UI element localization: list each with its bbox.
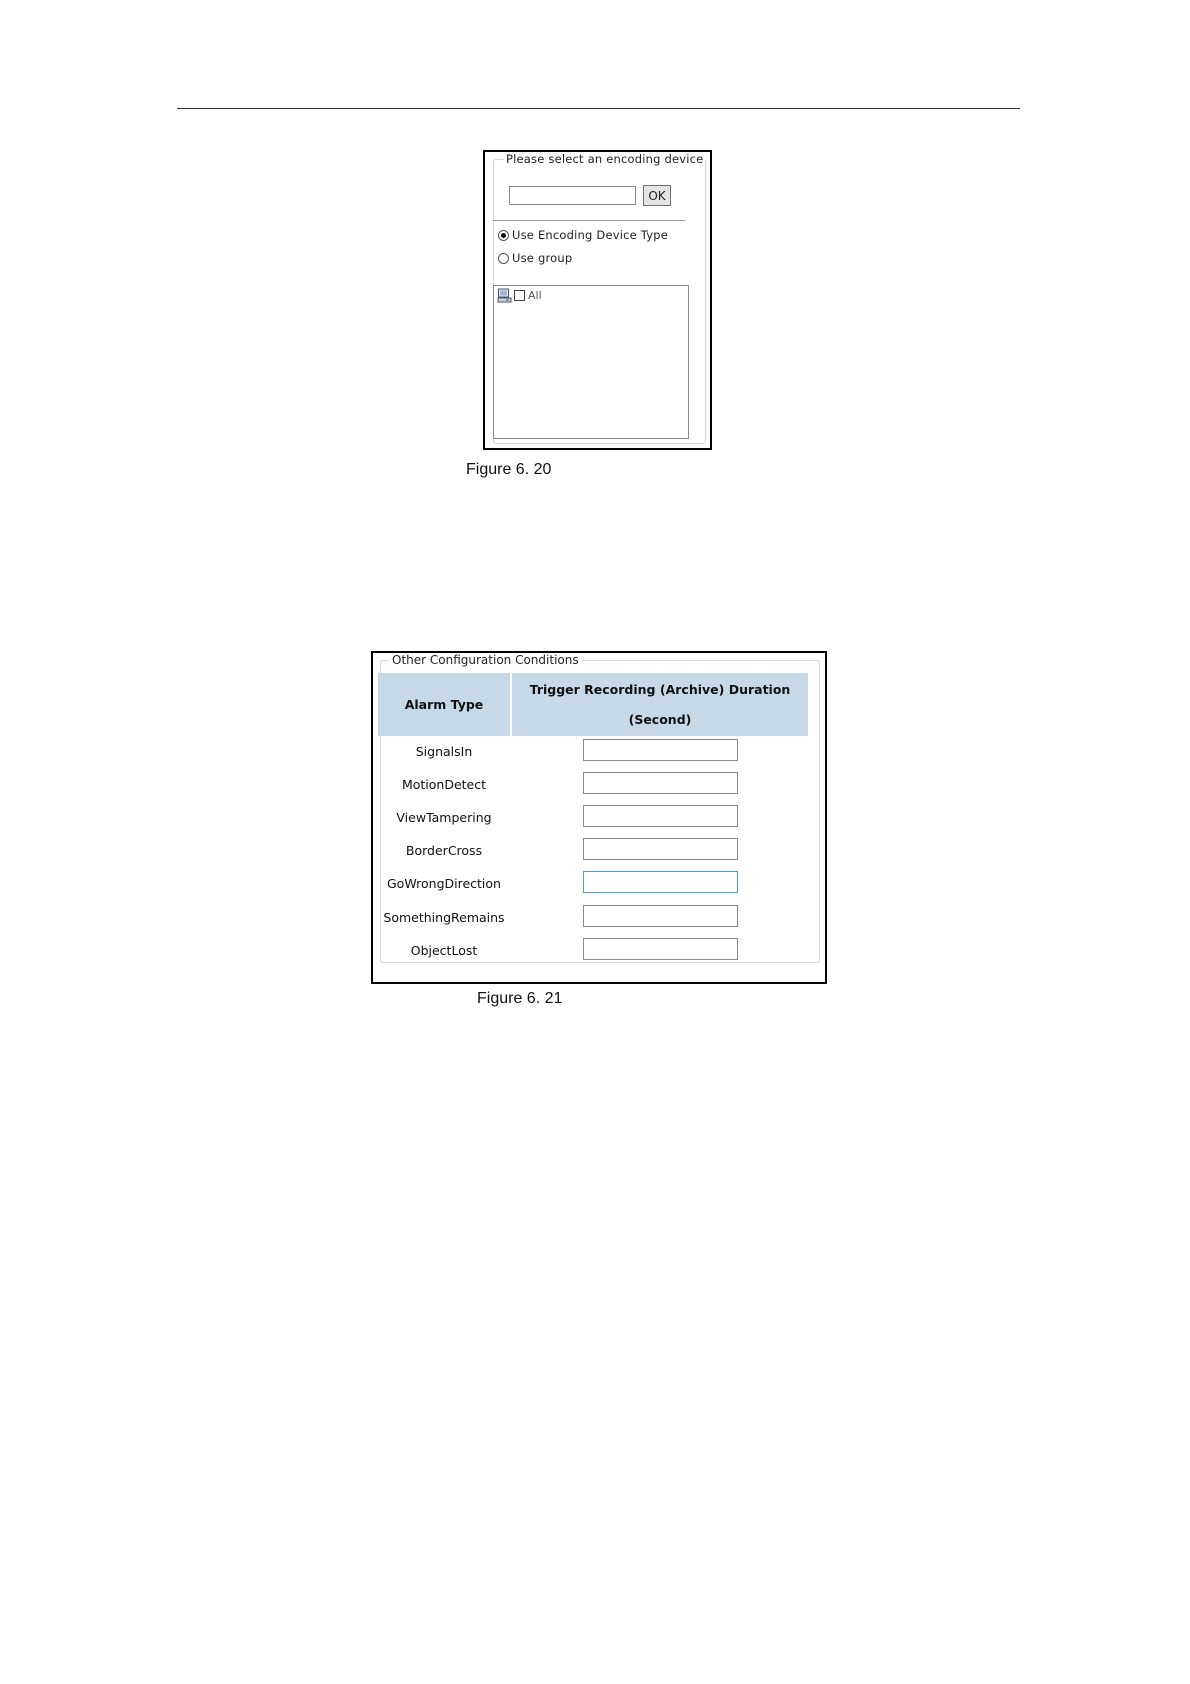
alarm-type-label: BorderCross (405, 843, 483, 858)
column-header-duration: Trigger Recording (Archive) Duration (Second) (512, 673, 808, 736)
figure-caption: Figure 6. 20 (466, 461, 552, 478)
alarm-type-label: ObjectLost (410, 943, 478, 958)
device-tree-icon (497, 288, 512, 303)
radio-label: Use Encoding Device Type (512, 228, 668, 242)
device-tree[interactable] (493, 285, 689, 439)
ok-button[interactable]: OK (643, 185, 671, 206)
radio-use-group[interactable] (498, 250, 572, 266)
alarm-type-label: MotionDetect (401, 777, 487, 792)
separator (493, 220, 685, 221)
duration-input[interactable] (583, 905, 738, 927)
checkbox[interactable] (514, 290, 525, 301)
alarm-type-label: ViewTampering (396, 810, 492, 825)
encoding-device-input[interactable] (509, 186, 636, 205)
alarm-type-label: GoWrongDirection (387, 876, 501, 891)
alarm-type-label: SignalsIn (415, 744, 473, 759)
radio-button-checked[interactable] (498, 230, 509, 241)
tree-item-all[interactable] (497, 288, 542, 303)
tree-item-label: All (528, 289, 542, 302)
radio-label: Use group (512, 251, 573, 265)
duration-input[interactable] (583, 871, 738, 893)
radio-use-encoding-device-type[interactable] (498, 227, 668, 243)
figure-caption: Figure 6. 21 (477, 990, 563, 1007)
other-configuration-legend: Other Configuration Conditions (392, 653, 579, 667)
encoding-device-panel (483, 150, 712, 450)
duration-input[interactable] (583, 838, 738, 860)
alarm-type-label: SomethingRemains (383, 910, 505, 925)
duration-input[interactable] (583, 739, 738, 761)
page-header-rule (177, 108, 1020, 109)
duration-input[interactable] (583, 772, 738, 794)
duration-input[interactable] (583, 805, 738, 827)
column-header-alarm-type: Alarm Type (378, 673, 510, 736)
radio-button[interactable] (498, 253, 509, 264)
duration-input[interactable] (583, 938, 738, 960)
other-configuration-panel (371, 651, 827, 984)
encoding-device-legend: Please select an encoding device (506, 152, 704, 166)
